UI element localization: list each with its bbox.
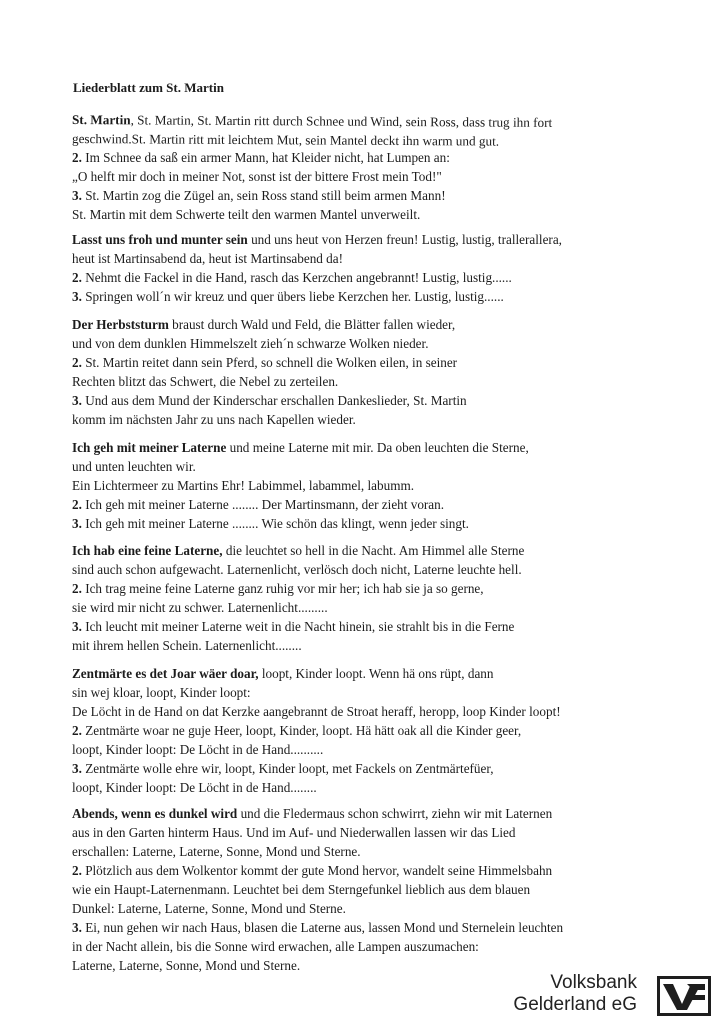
song-line-text: St. Martin mit dem Schwerte teilt den warmen Mantel unverweilt. — [72, 207, 421, 222]
song-line-text: Und aus dem Mund der Kinderschar erschallen Dankeslieder, St. Martin — [81, 393, 467, 408]
song-line — [72, 249, 672, 268]
song-line — [72, 899, 672, 918]
song-line-text: heut ist Martinsabend da, heut ist Martinsabend da! — [72, 251, 344, 266]
song-line — [72, 636, 672, 655]
song-line-bold: 2. — [72, 150, 82, 165]
song-line-text: Ich leucht mit meiner Laterne weit in die Nacht hinein, sie strahlt bis in die Ferne — [81, 619, 515, 634]
song-line-bold: 2. — [72, 723, 82, 738]
song-line-text: loopt, Kinder loopt: De Löcht in de Hand.......... — [72, 742, 324, 757]
song-line — [72, 823, 672, 842]
song-line-bold: 3. — [72, 619, 82, 634]
song-line-text: die leuchtet so hell in die Nacht. Am Himmel alle Sterne — [222, 543, 525, 558]
song-line — [72, 372, 672, 391]
song-line-bold: 3. — [72, 393, 82, 408]
song-line-text: Im Schnee da saß ein armer Mann, hat Kleider nicht, hat Lumpen an: — [81, 150, 450, 165]
song-line-text: Springen woll´n wir kreuz und quer übers liebe Kerzchen her. Lustig, lustig...... — [81, 289, 504, 304]
song-line — [72, 287, 672, 306]
song-line-text: Zentmärte woar ne guje Heer, loopt, Kinder, loopt. Hä hätt oak all die Kinder geer, — [81, 723, 522, 738]
song-line-text: Ei, nun gehen wir nach Haus, blasen die Laterne aus, lassen Mond und Sternelein leuchten — [81, 920, 564, 935]
song-line-bold: 2. — [72, 270, 82, 285]
song-line-bold: Der Herbststurm — [72, 317, 169, 332]
song-line — [72, 617, 672, 636]
song-line-bold: Ich hab eine feine Laterne, — [72, 543, 223, 558]
song-line — [72, 391, 672, 410]
song-line — [72, 598, 672, 617]
song-line-text: sie wird mir nicht zu schwer. Laternenlicht......... — [72, 600, 328, 615]
song-line-text: sin wej kloar, loopt, Kinder loopt: — [72, 685, 251, 700]
song-line-bold: 2. — [72, 355, 82, 370]
song-line-text: Ich geh mit meiner Laterne ........ Der Martinsmann, der zieht voran. — [81, 497, 445, 512]
song-line — [72, 664, 672, 683]
song-line — [72, 476, 672, 495]
song-line-bold: 2. — [72, 497, 82, 512]
song-line-text: De Löcht in de Hand on dat Kerzke aangebrannt de Stroat heraff, heropp, loop Kinder loopt! — [72, 704, 561, 719]
song-line-bold: Ich geh mit meiner Laterne — [72, 440, 227, 455]
song-st-martin — [72, 110, 672, 224]
song-line-text: wie ein Haupt-Laternenmann. Leuchtet bei dem Sterngefunkel lieblich aus dem blauen — [72, 882, 531, 897]
song-line — [72, 740, 672, 759]
song-line — [72, 230, 672, 249]
song-line — [72, 861, 672, 880]
song-line-text: Plötzlich aus dem Wolkentor kommt der gute Mond hervor, wandelt seine Himmelsbahn — [81, 863, 553, 878]
song-line — [72, 702, 672, 721]
song-line-bold: 3. — [72, 761, 82, 776]
song-line — [72, 410, 672, 429]
song-line-text: , St. Martin, St. Martin ritt durch Schnee und Wind, sein Ross, dass trug ihn fort — [130, 112, 553, 130]
song-line-text: Zentmärte wolle ehre wir, loopt, Kinder loopt, met Fackels on Zentmärtefüer, — [81, 761, 494, 776]
song-herbststurm — [72, 315, 672, 429]
song-line-text: erschallen: Laterne, Laterne, Sonne, Mond und Sterne. — [72, 844, 361, 859]
bank-name-line2: Gelderland eG — [513, 994, 637, 1015]
song-line-text: in der Nacht allein, bis die Sonne wird erwachen, alle Lampen auszumachen: — [72, 939, 479, 954]
song-line — [72, 880, 672, 899]
song-line — [72, 186, 672, 205]
song-line — [72, 579, 672, 598]
song-line-text: Laterne, Laterne, Sonne, Mond und Sterne. — [72, 958, 301, 973]
song-line-text: geschwind.St. Martin ritt mit leichtem Mut, sein Mantel deckt ihn warm und gut. — [71, 131, 500, 149]
song-line-text: mit ihrem hellen Schein. Laternenlicht........ — [72, 638, 302, 653]
song-line — [72, 315, 672, 334]
song-line-bold: Abends, wenn es dunkel wird — [72, 806, 238, 821]
song-line — [72, 167, 672, 186]
song-line-text: braust durch Wald und Feld, die Blätter fallen wieder, — [168, 317, 456, 332]
song-line-text: Rechten blitzt das Schwert, die Nebel zu zerteilen. — [72, 374, 339, 389]
document-title: Liederblatt zum St. Martin — [73, 80, 224, 95]
song-line — [72, 721, 672, 740]
song-line — [72, 438, 672, 457]
song-line-bold: 3. — [72, 188, 82, 203]
bank-name-line1: Volksbank — [550, 972, 637, 993]
song-line — [72, 205, 672, 224]
song-line-bold: Lasst uns froh und munter sein — [72, 232, 248, 247]
bank-name — [513, 972, 637, 1016]
song-line-bold: 3. — [72, 289, 82, 304]
song-zentmaerte — [72, 664, 672, 797]
song-line-text: und die Fledermaus schon schwirrt, ziehn wir mit Laternen — [237, 806, 553, 821]
song-line — [72, 759, 672, 778]
song-line — [72, 353, 672, 372]
song-line-bold: 2. — [72, 581, 82, 596]
song-lasst-uns-froh — [72, 230, 672, 306]
song-line-text: und meine Laterne mit mir. Da oben leuchten die Sterne, — [226, 440, 529, 455]
song-line-text: Ich geh mit meiner Laterne ........ Wie schön das klingt, wenn jeder singt. — [81, 516, 469, 531]
song-line-text: und uns heut von Herzen freun! Lustig, lustig, trallerallera, — [247, 232, 562, 247]
song-line-text: St. Martin reitet dann sein Pferd, so schnell die Wolken eilen, in seiner — [81, 355, 458, 370]
song-line — [72, 129, 672, 152]
song-line — [72, 541, 672, 560]
song-line — [72, 514, 672, 533]
song-line-text: „O helft mir doch in meiner Not, sonst ist der bittere Frost mein Tod!" — [72, 169, 442, 184]
song-line-text: Ein Lichtermeer zu Martins Ehr! Labimmel, labammel, labumm. — [72, 478, 415, 493]
song-line — [72, 918, 672, 937]
song-abends-wenn-es-dunkel-wird — [72, 804, 672, 975]
song-line-bold: St. Martin — [71, 112, 131, 128]
song-line-text: Nehmt die Fackel in die Hand, rasch das Kerzchen angebrannt! Lustig, lustig...... — [81, 270, 512, 285]
volksbank-logo-icon — [657, 976, 711, 1016]
song-line-text: St. Martin zog die Zügel an, sein Ross stand still beim armen Mann! — [81, 188, 446, 203]
song-line-text: Dunkel: Laterne, Laterne, Sonne, Mond und Sterne. — [72, 901, 346, 916]
song-line — [72, 683, 672, 702]
song-line-bold: 3. — [72, 920, 82, 935]
bank-logo — [500, 972, 721, 1020]
song-line-bold: 2. — [72, 863, 82, 878]
song-line — [72, 495, 672, 514]
song-line — [72, 457, 672, 476]
song-line — [72, 842, 672, 861]
song-feine-laterne — [72, 541, 672, 655]
song-ich-geh-mit-meiner-laterne — [72, 438, 672, 533]
song-line-text: loopt, Kinder loopt. Wenn hä ons rüpt, dann — [258, 666, 494, 681]
song-line-text: und von dem dunklen Himmelszelt zieh´n schwarze Wolken nieder. — [72, 336, 429, 351]
song-line — [72, 334, 672, 353]
song-line-text: und unten leuchten wir. — [72, 459, 196, 474]
song-line-text: sind auch schon aufgewacht. Laternenlicht, verlösch doch nicht, Laterne leuchte hell. — [72, 562, 522, 577]
song-line-text: aus in den Garten hinterm Haus. Und im Auf- und Niederwallen lassen wir das Lied — [72, 825, 516, 840]
song-line — [72, 560, 672, 579]
song-line — [72, 268, 672, 287]
song-line-text: Ich trag meine feine Laterne ganz ruhig vor mir her; ich hab sie ja so gerne, — [81, 581, 484, 596]
song-line — [72, 778, 672, 797]
song-line — [72, 937, 672, 956]
song-line — [72, 804, 672, 823]
song-line-text: loopt, Kinder loopt: De Löcht in de Hand........ — [72, 780, 317, 795]
song-line-text: komm im nächsten Jahr zu uns nach Kapellen wieder. — [72, 412, 356, 427]
song-line-bold: Zentmärte es det Joar wäer doar, — [72, 666, 259, 681]
song-line-bold: 3. — [72, 516, 82, 531]
